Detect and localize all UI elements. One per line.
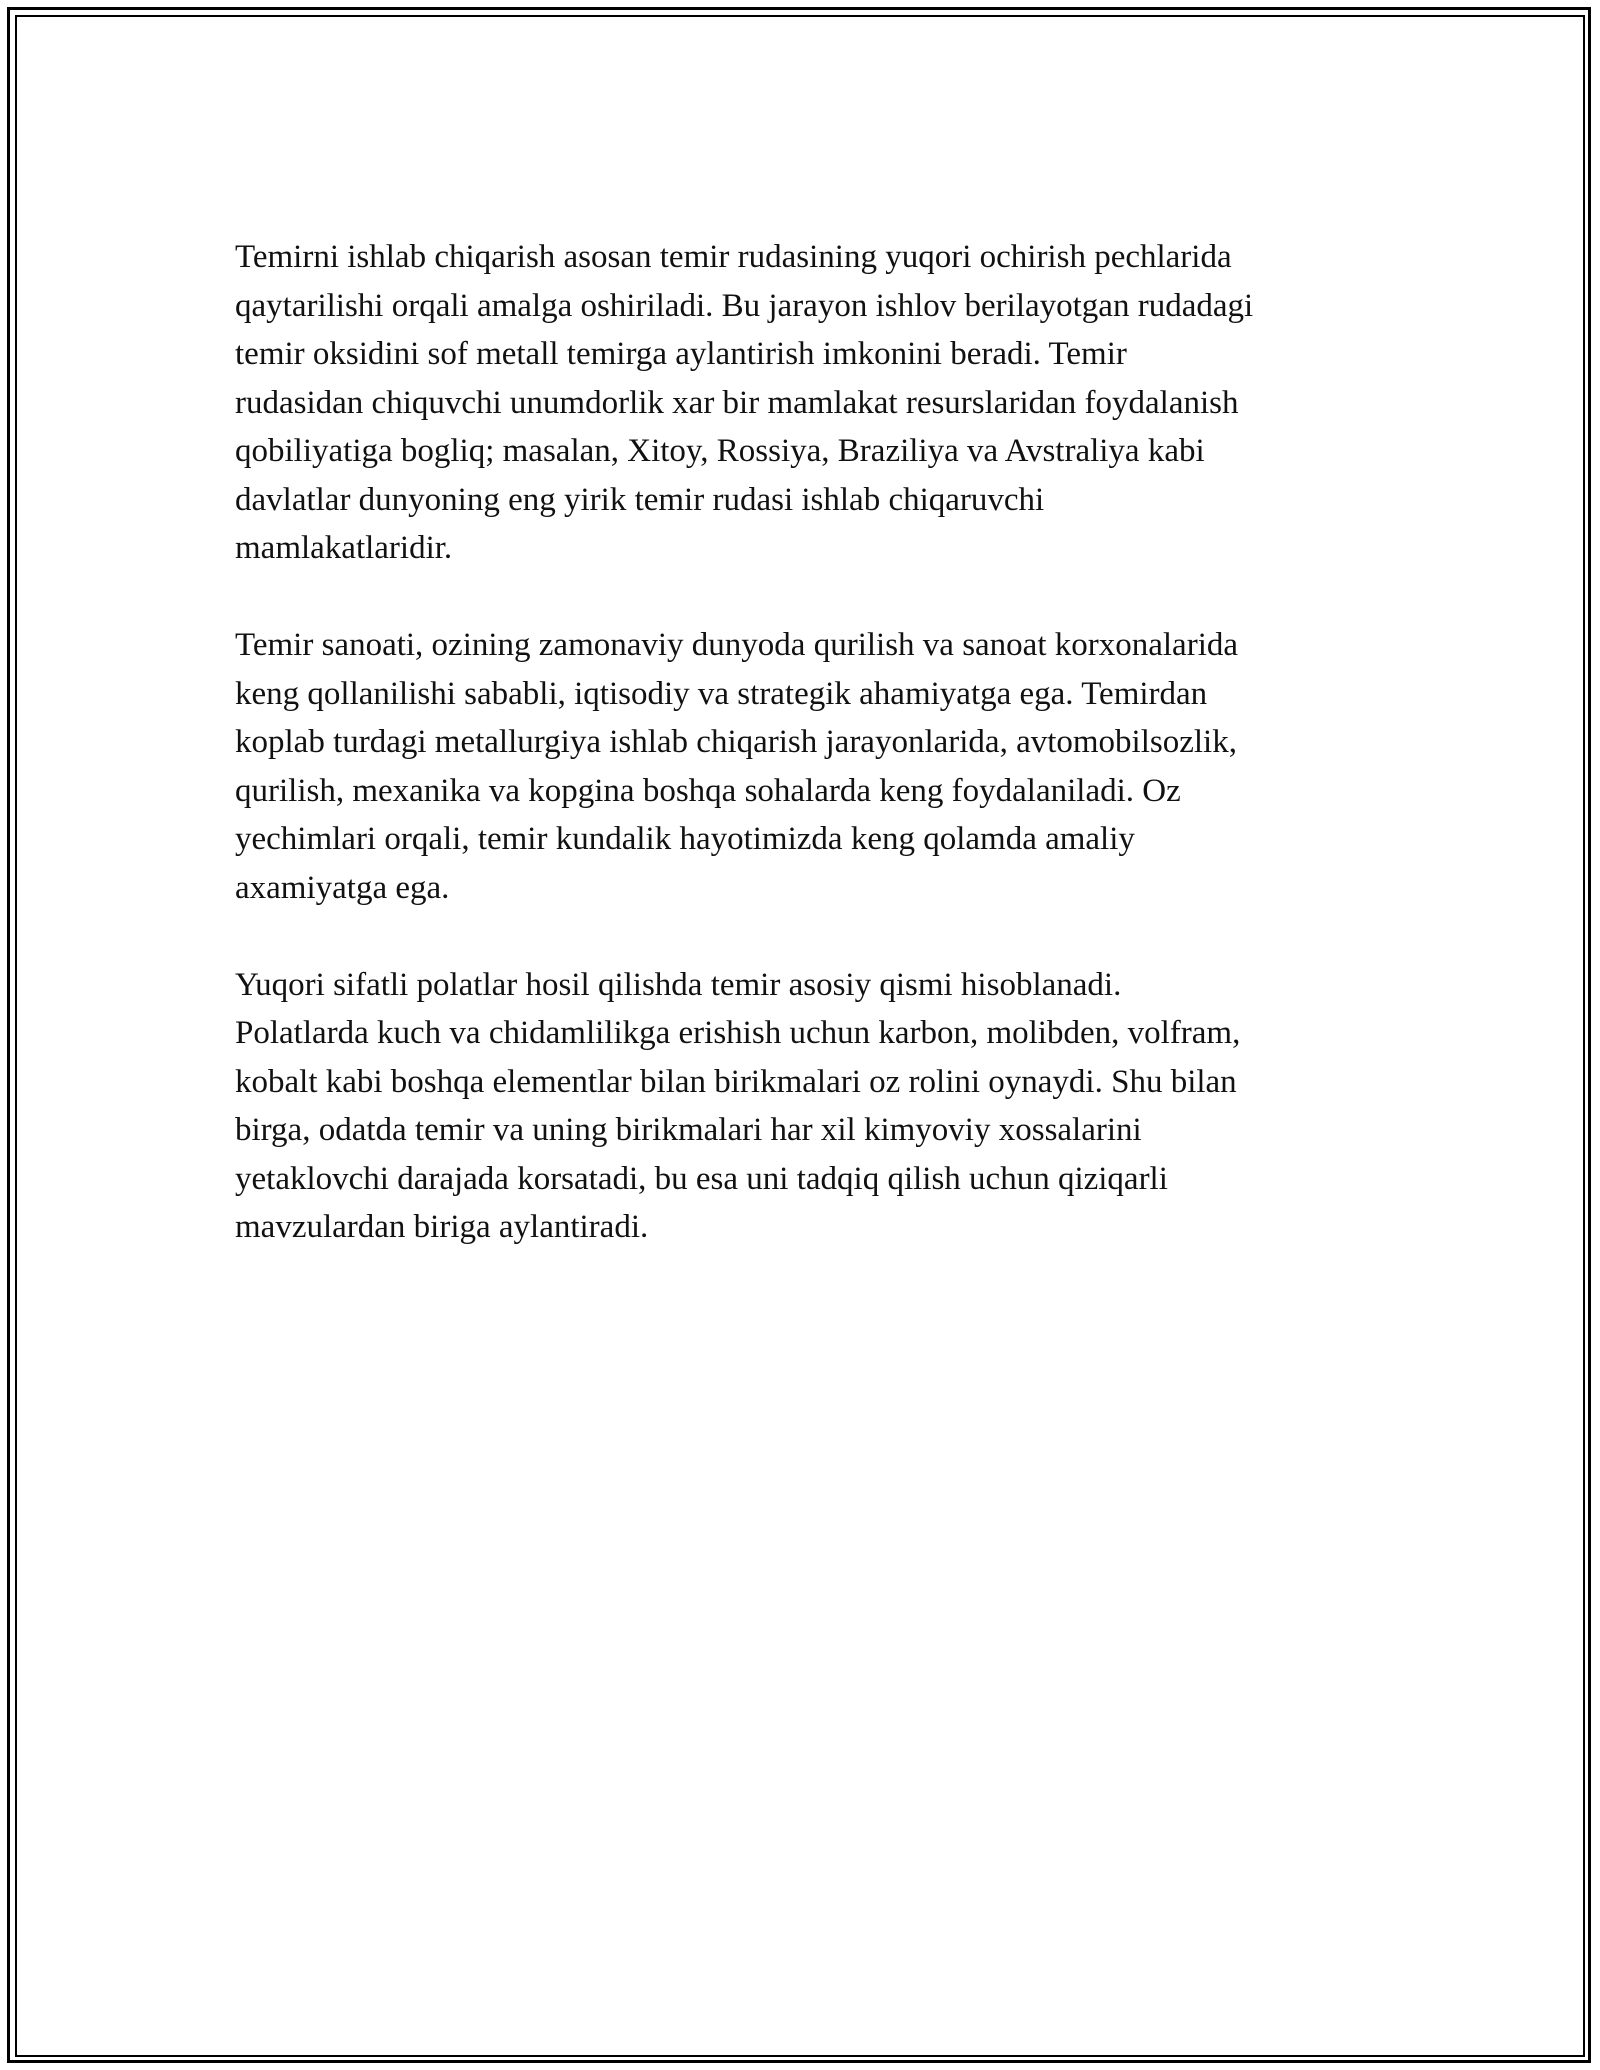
document-body bbox=[235, 233, 1375, 1300]
paragraph-2: Temir sanoati, ozining zamonaviy dunyoda qurilish va sanoat korxonalarida keng qollanilishi sababli, iqtisodiy va strategik ahamiyatga ega. Temirdan koplab turdagi metallurgiya ishlab chiqarish jarayonlarida, avtomobilsozlik, qurilish, mexanika va kopgina boshqa sohalarda keng foydalaniladi. Oz yechimlari orqali, temir kundalik hayotimizda keng qolamda amaliy axamiyatga ega. bbox=[235, 627, 1239, 906]
paragraph-3: Yuqori sifatli polatlar hosil qilishda temir asosiy qismi hisoblanadi. Polatlarda kuch va chidamlilikga erishish uchun karbon, molibden, volfram, kobalt kabi boshqa elementlar bilan birikmalari oz rolini oynaydi. Shu bilan birga, odatda temir va uning birikmalari har xil kimyoviy xossalarini yetaklovchi darajada korsatadi, bu esa uni tadqiq qilish uchun qiziqarli mavzulardan biriga aylantiradi. bbox=[235, 966, 1241, 1245]
paragraph-1: Temirni ishlab chiqarish asosan temir rudasining yuqori ochirish pechlarida qaytarilishi orqali amalga oshiriladi. Bu jarayon ishlov berilayotgan rudadagi temir oksidini sof metall temirga aylantirish imkonini beradi. Temir rudasidan chiquvchi unumdorlik xar bir mamlakat resurslaridan foydalanish qobiliyatiga bogliq; masalan, Xitoy, Rossiya, Braziliya va Avstraliya kabi davlatlar dunyoning eng yirik temir rudasi ishlab chiqaruvchi mamlakatlaridir. bbox=[235, 239, 1254, 566]
